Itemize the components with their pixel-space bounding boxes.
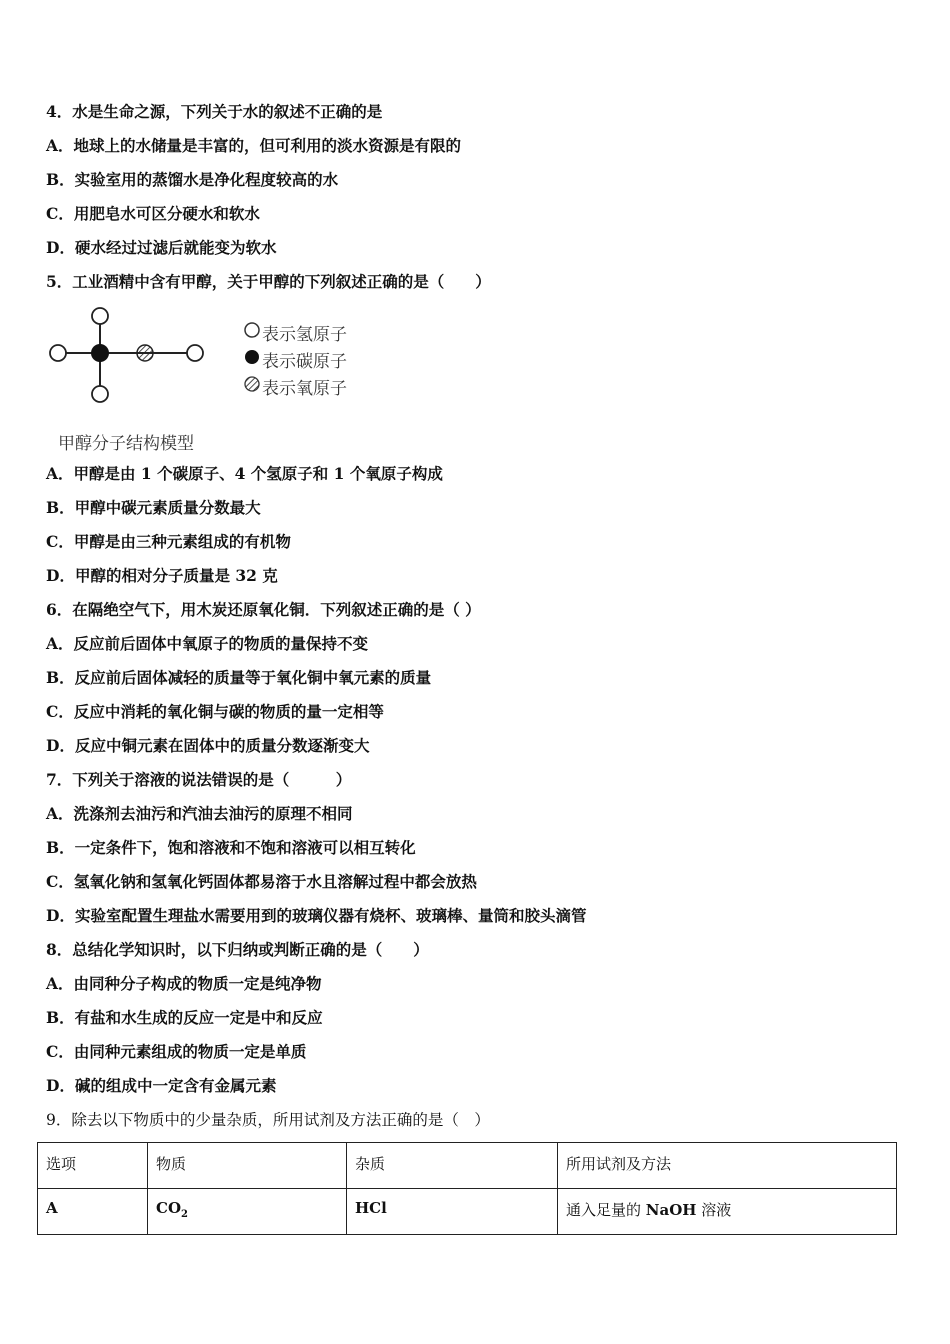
cell-option: A (38, 1189, 148, 1235)
legend-oxygen-icon (245, 377, 259, 391)
q7-option-c: C．氢氧化钠和氢氧化钙固体都易溶于水且溶解过程中都会放热 (46, 872, 477, 891)
q5-option-b: B．甲醇中碳元素质量分数最大 (46, 498, 261, 517)
hydrogen-atom-top (92, 308, 108, 324)
legend-carbon-label: 表示碳原子 (262, 352, 347, 372)
q8-stem: 8．总结化学知识时，以下归纳或判断正确的是（ ） (46, 940, 429, 959)
cell-impurity: HCl (347, 1189, 558, 1235)
q7-option-d: D．实验室配置生理盐水需要用到的玻璃仪器有烧杯、玻璃棒、量筒和胶头滴管 (46, 906, 587, 925)
q5-stem: 5．工业酒精中含有甲醇，关于甲醇的下列叙述正确的是（ ） (46, 272, 491, 291)
header-method: 所用试剂及方法 (558, 1143, 897, 1189)
q4-option-b: B．实验室用的蒸馏水是净化程度较高的水 (46, 170, 339, 189)
substance-subscript: 2 (181, 1209, 188, 1220)
q7-option-b: B．一定条件下，饱和溶液和不饱和溶液可以相互转化 (46, 838, 416, 857)
q4-option-c: C．用肥皂水可区分硬水和软水 (46, 204, 260, 223)
q5-option-c: C．甲醇是由三种元素组成的有机物 (46, 532, 291, 551)
q7-option-a: A．洗涤剂去油污和汽油去油污的原理不相同 (46, 804, 353, 823)
q6-option-a: A．反应前后固体中氧原子的物质的量保持不变 (46, 634, 369, 653)
q6-option-c: C．反应中消耗的氧化铜与碳的物质的量一定相等 (46, 702, 384, 721)
cell-substance (148, 1189, 347, 1235)
hydrogen-atom-bottom (92, 386, 108, 402)
q9-table (37, 1142, 897, 1235)
header-option: 选项 (38, 1143, 148, 1189)
q6-stem: 6．在隔绝空气下，用木炭还原氧化铜．下列叙述正确的是（ ） (46, 600, 481, 619)
carbon-atom (91, 344, 109, 362)
q6-option-d: D．反应中铜元素在固体中的质量分数逐渐变大 (46, 736, 370, 755)
oxygen-atom (137, 345, 153, 361)
q7-stem: 7．下列关于溶液的说法错误的是（ ） (46, 770, 352, 789)
q4-option-d: D．硬水经过过滤后就能变为软水 (46, 238, 277, 257)
q4-option-a: A．地球上的水储量是丰富的，但可利用的淡水资源是有限的 (46, 136, 462, 155)
legend-oxygen-label: 表示氧原子 (262, 379, 347, 399)
legend-hydrogen-icon (245, 323, 259, 337)
method-prefix: 通入足量的 (566, 1201, 646, 1219)
method-reagent: NaOH (645, 1201, 697, 1219)
q5-option-d: D．甲醇的相对分子质量是 32 克 (46, 566, 278, 585)
q5-option-a: A．甲醇是由 1 个碳原子、4 个氢原子和 1 个氧原子构成 (46, 464, 443, 483)
header-substance: 物质 (148, 1143, 347, 1189)
legend-hydrogen-label: 表示氢原子 (262, 325, 347, 345)
q6-option-b: B．反应前后固体减轻的质量等于氧化铜中氧元素的质量 (46, 668, 432, 687)
method-suffix: 溶液 (696, 1201, 732, 1219)
header-impurity: 杂质 (347, 1143, 558, 1189)
q8-option-c: C．由同种元素组成的物质一定是单质 (46, 1042, 307, 1061)
q8-option-d: D．碱的组成中一定含有金属元素 (46, 1076, 277, 1095)
table-header-row (38, 1143, 897, 1189)
cell-method (558, 1189, 897, 1235)
substance-formula: CO (156, 1199, 182, 1217)
diagram-caption: 甲醇分子结构模型 (58, 434, 194, 454)
hydrogen-atom-left (50, 345, 66, 361)
q8-option-b: B．有盐和水生成的反应一定是中和反应 (46, 1008, 323, 1027)
hydrogen-atom-right (187, 345, 203, 361)
q8-option-a: A．由同种分子构成的物质一定是纯净物 (46, 974, 322, 993)
q9-stem: 9．除去以下物质中的少量杂质，所用试剂及方法正确的是（ ） (46, 1111, 490, 1129)
table-row (38, 1189, 897, 1235)
q4-stem: 4．水是生命之源，下列关于水的叙述不正确的是 (46, 102, 383, 121)
legend-carbon-icon (245, 350, 259, 364)
